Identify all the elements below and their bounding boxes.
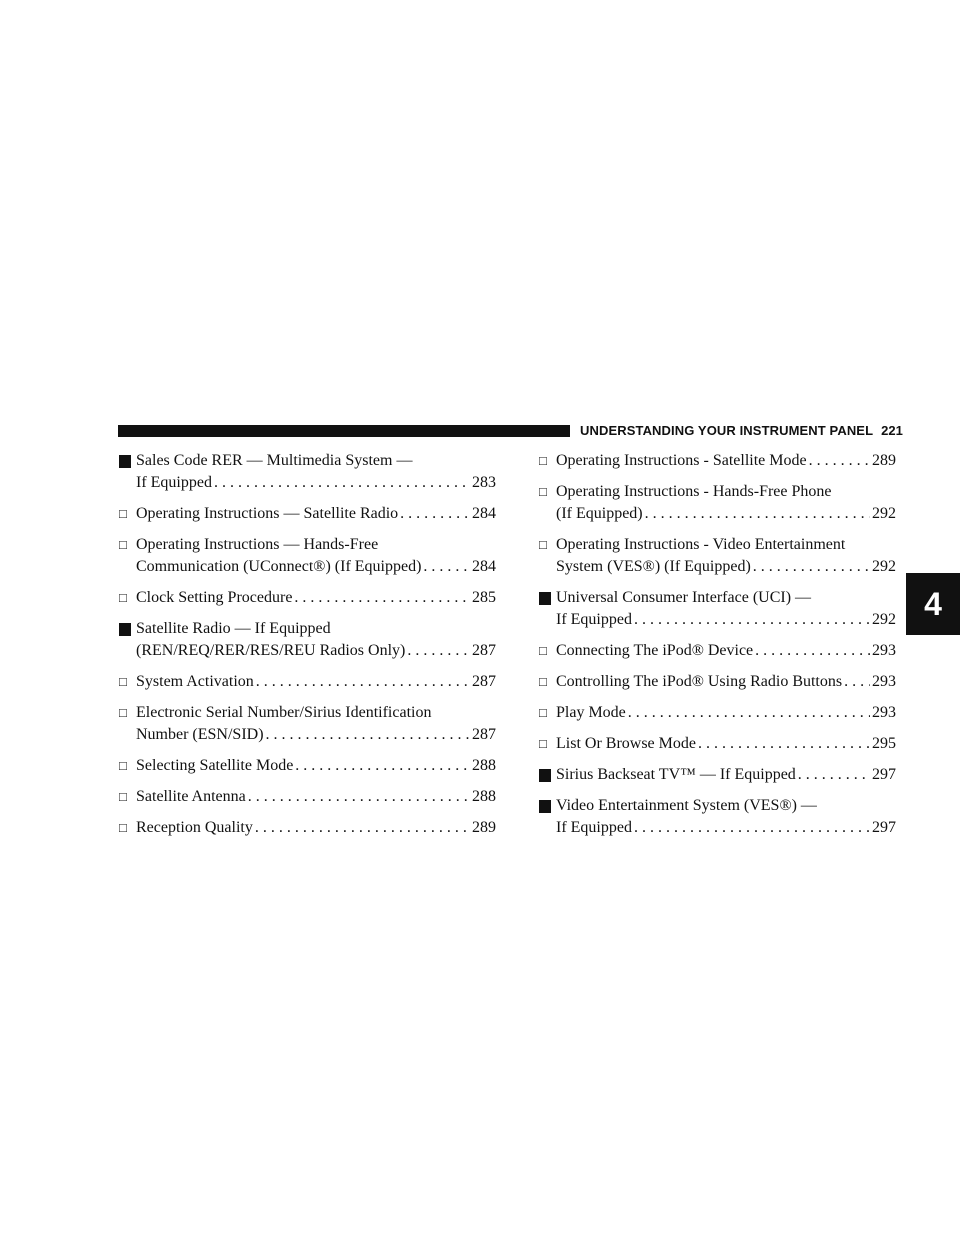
page-header: [118, 423, 906, 439]
dot-leader: [256, 671, 470, 693]
square-bullet-icon: [539, 800, 551, 813]
hollow-square-bullet-icon: □: [539, 736, 547, 751]
square-bullet-icon: [119, 623, 131, 636]
toc-entry[interactable]: [118, 817, 496, 839]
toc-entry-page: 289: [872, 452, 896, 469]
toc-entry[interactable]: [538, 702, 896, 724]
toc-entry-page: 287: [472, 726, 496, 743]
toc-entry-title: Reception Quality: [136, 819, 253, 836]
toc-entry-title: Play Mode: [556, 704, 626, 721]
dot-leader: [214, 472, 470, 494]
dot-leader: [628, 702, 870, 724]
dot-leader: [844, 671, 870, 693]
hollow-square-bullet-icon: □: [119, 820, 127, 835]
header-text: [580, 423, 906, 439]
dot-leader: [698, 733, 870, 755]
toc-entry-title: Satellite Antenna: [136, 788, 246, 805]
toc-entry[interactable]: [538, 640, 896, 662]
toc-entry-page: 297: [872, 766, 896, 783]
toc-entry-page: 284: [472, 558, 496, 575]
toc-entry-title: System Activation: [136, 673, 254, 690]
toc-entry[interactable]: [118, 702, 496, 746]
header-bar: [118, 425, 570, 437]
toc-entry[interactable]: [118, 534, 496, 578]
toc-entry-title: Universal Consumer Interface (UCI) —: [556, 589, 812, 606]
toc-entry-title: (If Equipped): [556, 505, 643, 522]
toc-entry[interactable]: [538, 733, 896, 755]
toc-entry-title: If Equipped: [556, 611, 632, 628]
toc-entry[interactable]: [538, 481, 896, 525]
hollow-square-bullet-icon: □: [539, 643, 547, 658]
chapter-tab: 4: [906, 573, 960, 635]
toc-entry-page: 292: [872, 611, 896, 628]
hollow-square-bullet-icon: □: [119, 789, 127, 804]
square-bullet-icon: [539, 769, 551, 782]
toc-entry-title: Operating Instructions — Hands-Free: [136, 536, 379, 553]
dot-leader: [634, 817, 870, 839]
toc-entry-page: 297: [872, 819, 896, 836]
dot-leader: [255, 817, 470, 839]
toc-entry-title: Operating Instructions - Hands-Free Phone: [556, 483, 832, 500]
dot-leader: [645, 503, 870, 525]
hollow-square-bullet-icon: □: [539, 705, 547, 720]
hollow-square-bullet-icon: □: [539, 484, 547, 499]
toc-entry-title: Operating Instructions - Satellite Mode: [556, 452, 807, 469]
toc-entry-page: 284: [472, 505, 496, 522]
toc-entry-page: 293: [872, 642, 896, 659]
toc-entry[interactable]: [118, 618, 496, 662]
dot-leader: [248, 786, 470, 808]
toc-entry-page: 293: [872, 704, 896, 721]
toc-entry[interactable]: [538, 795, 896, 839]
toc-entry-page: 287: [472, 642, 496, 659]
dot-leader: [755, 640, 870, 662]
dot-leader: [634, 609, 870, 631]
hollow-square-bullet-icon: □: [119, 506, 127, 521]
toc-entry-page: 289: [472, 819, 496, 836]
dot-leader: [423, 556, 470, 578]
toc-entry-title: Communication (UConnect®) (If Equipped): [136, 558, 422, 575]
toc-entry-page: 285: [472, 589, 496, 606]
hollow-square-bullet-icon: □: [119, 590, 127, 605]
toc-entry-page: 287: [472, 673, 496, 690]
hollow-square-bullet-icon: □: [539, 453, 547, 468]
toc-entry[interactable]: [118, 587, 496, 609]
hollow-square-bullet-icon: □: [539, 537, 547, 552]
square-bullet-icon: [119, 455, 131, 468]
toc-entry-page: 292: [872, 558, 896, 575]
toc-entry-title: System (VES®) (If Equipped): [556, 558, 751, 575]
toc-entry-page: 295: [872, 735, 896, 752]
toc-entry-title: Sirius Backseat TV™ — If Equipped: [556, 766, 796, 783]
hollow-square-bullet-icon: □: [539, 674, 547, 689]
toc-entry-page: 283: [472, 474, 496, 491]
toc-right-column: [538, 450, 896, 839]
toc-left-column: [118, 450, 496, 839]
square-bullet-icon: [539, 592, 551, 605]
toc-entry[interactable]: [118, 450, 496, 494]
toc-entry-page: 292: [872, 505, 896, 522]
toc-entry-title: Operating Instructions — Satellite Radio: [136, 505, 399, 522]
dot-leader: [407, 640, 470, 662]
dot-leader: [294, 587, 470, 609]
toc-entry-title: Video Entertainment System (VES®) —: [556, 797, 817, 814]
toc-entry[interactable]: [118, 786, 496, 808]
page-number: 221: [881, 423, 903, 438]
toc-entry-title: Clock Setting Procedure: [136, 589, 293, 606]
toc-entry[interactable]: [118, 503, 496, 525]
toc-entry[interactable]: [538, 450, 896, 472]
toc-entry[interactable]: [538, 534, 896, 578]
toc-entry-title: If Equipped: [556, 819, 632, 836]
toc-entry[interactable]: [538, 764, 896, 786]
dot-leader: [266, 724, 470, 746]
hollow-square-bullet-icon: □: [119, 674, 127, 689]
toc-entry[interactable]: [538, 587, 896, 631]
dot-leader: [295, 755, 470, 777]
hollow-square-bullet-icon: □: [119, 537, 127, 552]
header-title: UNDERSTANDING YOUR INSTRUMENT PANEL: [580, 423, 874, 438]
toc-entry[interactable]: [118, 671, 496, 693]
toc-entry-title: List Or Browse Mode: [556, 735, 696, 752]
toc-entry-title: Connecting The iPod® Device: [556, 642, 754, 659]
toc-entry-page: 288: [472, 788, 496, 805]
hollow-square-bullet-icon: □: [119, 758, 127, 773]
toc-entry-title: Sales Code RER — Multimedia System —: [136, 452, 413, 469]
toc-entry[interactable]: [538, 671, 896, 693]
dot-leader: [400, 503, 470, 525]
dot-leader: [753, 556, 870, 578]
toc-entry-title: Controlling The iPod® Using Radio Buttons: [556, 673, 843, 690]
dot-leader: [809, 450, 870, 472]
toc-entry-page: 293: [872, 673, 896, 690]
toc-entry-title: Number (ESN/SID): [136, 726, 264, 743]
hollow-square-bullet-icon: □: [119, 705, 127, 720]
toc-entry[interactable]: [118, 755, 496, 777]
toc-entry-title: Electronic Serial Number/Sirius Identification: [136, 704, 432, 721]
toc-entry-title: Satellite Radio — If Equipped: [136, 620, 331, 637]
toc-entry-page: 288: [472, 757, 496, 774]
dot-leader: [798, 764, 870, 786]
toc-entry-title: If Equipped: [136, 474, 212, 491]
toc-entry-title: (REN/REQ/RER/RES/REU Radios Only): [136, 642, 406, 659]
toc-entry-title: Selecting Satellite Mode: [136, 757, 294, 774]
toc-entry-title: Operating Instructions - Video Entertainment: [556, 536, 846, 553]
